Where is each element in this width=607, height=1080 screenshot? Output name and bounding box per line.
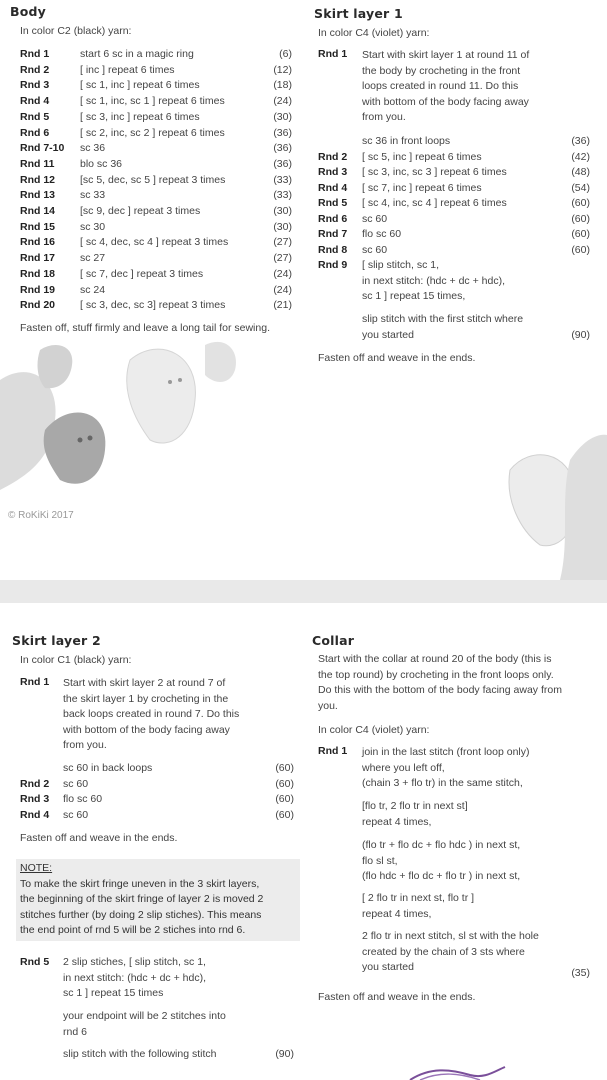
round-row: Rnd 11 blo sc 36 (36) <box>20 157 292 170</box>
round-row: Rnd 16 [ sc 4, dec, sc 4 ] repeat 3 times (27) <box>20 236 292 249</box>
round-row-continued: slip stitch with the following stitch (90) <box>63 1048 294 1060</box>
round-row: Rnd 1 <box>318 745 348 757</box>
round-row: sc 60 in back loops (60) <box>63 762 294 774</box>
round-row: Rnd 1 <box>20 676 50 688</box>
ghost-decoration <box>0 340 300 520</box>
round-row: Rnd 6 sc 60 (60) <box>318 212 590 225</box>
skirt1-yarn: In color C4 (violet) yarn: <box>318 27 430 39</box>
skirt2-title: Skirt layer 2 <box>12 633 101 648</box>
round-row-continued: rnd 6 <box>63 1025 87 1038</box>
round-row: Rnd 5 2 slip stiches, [ slip stitch, sc 1, <box>20 956 206 968</box>
round-row: Rnd 1 start 6 sc in a magic ring (6) <box>20 48 292 60</box>
collar-title: Collar <box>312 633 355 648</box>
collar-intro: Start with the collar at round 20 of the body (this is the top round) by crocheting in the front loops only. Do this with the bottom of the body facing away from you. <box>318 653 562 712</box>
collar-step: (flo tr + flo dc + flo hdc ) in next st, flo sl st, (flo hdc + flo dc + flo tr ) in next st, <box>362 839 521 882</box>
round-row: Rnd 9 [ slip stitch, sc 1, <box>318 259 440 271</box>
round-row-continued: in next stitch: (hdc + dc + hdc), <box>362 274 505 287</box>
round-row-continued: your endpoint will be 2 stitches into <box>63 1010 226 1022</box>
round-row: Rnd 8 sc 60 (60) <box>318 243 590 256</box>
round-row: (35) <box>571 967 590 979</box>
ghost-shape <box>560 435 607 580</box>
collar-yarn: In color C4 (violet) yarn: <box>318 724 430 736</box>
skirt2-fasten-note: Fasten off and weave in the ends. <box>20 832 178 844</box>
ghost-shape <box>44 413 106 484</box>
round-row: Rnd 6 [ sc 2, inc, sc 2 ] repeat 6 times (36) <box>20 126 292 139</box>
round-row: Rnd 4 [ sc 7, inc ] repeat 6 times (54) <box>318 181 590 194</box>
body-yarn: In color C2 (black) yarn: <box>20 25 132 37</box>
round-row-continued: slip stitch with the first stitch where <box>362 313 524 325</box>
round-row: Rnd 5 [ sc 4, inc, sc 4 ] repeat 6 times (60) <box>318 197 590 209</box>
copyright-notice: © RoKiKi 2017 <box>8 510 74 521</box>
round-row: Rnd 17 sc 27 (27) <box>20 252 292 265</box>
collar-step: 2 flo tr in next stitch, sl st with the hole created by the chain of 3 sts where you started <box>362 930 539 973</box>
round-row-continued: sc 1 ] repeat 15 times, <box>362 290 466 302</box>
round-row: Rnd 18 [ sc 7, dec ] repeat 3 times (24) <box>20 267 292 280</box>
round-row: sc 36 in front loops (36) <box>362 135 590 147</box>
round-row: Rnd 3 flo sc 60 (60) <box>20 793 294 805</box>
round-row: Rnd 4 [ sc 1, inc, sc 1 ] repeat 6 times (24) <box>20 95 292 108</box>
skirt1-title: Skirt layer 1 <box>314 6 403 21</box>
round-row: Rnd 5 [ sc 3, inc ] repeat 6 times (30) <box>20 110 292 123</box>
round-row: Rnd 19 sc 24 (24) <box>20 283 292 296</box>
pattern-page-2 <box>0 603 607 1080</box>
yarn-decoration <box>400 1065 510 1080</box>
round-row: Rnd 7 flo sc 60 (60) <box>318 228 590 240</box>
round-row: Rnd 3 [ sc 3, inc, sc 3 ] repeat 6 times (48) <box>318 166 590 178</box>
collar-step: [ 2 flo tr in next st, flo tr ] repeat 4 times, <box>362 892 475 920</box>
round-row-continued: in next stitch: (hdc + dc + hdc), <box>63 971 206 984</box>
round-row: Rnd 15 sc 30 (30) <box>20 220 292 233</box>
note-title: NOTE: <box>20 862 53 874</box>
round-row: Rnd 2 [ inc ] repeat 6 times (12) <box>20 63 292 76</box>
skirt1-rnd1-instructions: Start with skirt layer 1 at round 11 of the body by crocheting in the front loops created in round 11. Do this with bottom of the body facing away from you. <box>362 49 530 123</box>
skirt1-fasten-note: Fasten off and weave in the ends. <box>318 352 476 364</box>
ghost-shape <box>38 345 73 388</box>
round-row: Rnd 2 [ sc 5, inc ] repeat 6 times (42) <box>318 150 590 163</box>
round-row: Rnd 14 [sc 9, dec ] repeat 3 times (30) <box>20 205 292 217</box>
round-row: Rnd 12 [sc 5, dec, sc 5 ] repeat 3 times (33) <box>20 173 292 186</box>
ghost-shape <box>127 349 196 443</box>
round-row: Rnd 1 <box>318 48 348 60</box>
body-fasten-note: Fasten off, stuff firmly and leave a long tail for sewing. <box>20 322 270 334</box>
round-row-continued: sc 1 ] repeat 15 times <box>63 987 164 999</box>
round-row: Rnd 13 sc 33 (33) <box>20 189 292 202</box>
round-row: Rnd 4 sc 60 (60) <box>20 808 294 821</box>
collar-step: [flo tr, 2 flo tr in next st] repeat 4 times, <box>362 800 468 828</box>
skirt2-rnd1-instructions: Start with skirt layer 2 at round 7 of the skirt layer 1 by crocheting in the back loops created in round 7. Do this with bottom of the body facing away from you. <box>63 677 240 751</box>
round-row: Rnd 2 sc 60 (60) <box>20 777 294 790</box>
skirt2-note-box: NOTE: To make the skirt fringe uneven in the 3 skirt layers, the beginning of the skirt fringe of layer 2 is moved 2 stitches further (by doing 2 slip stiches). This means the end point of rnd 5 will be 2 stiches into rnd 6. <box>16 859 300 941</box>
skirt2-yarn: In color C1 (black) yarn: <box>20 654 132 666</box>
ghost-shape <box>205 342 236 382</box>
round-row: Rnd 3 [ sc 1, inc ] repeat 6 times (18) <box>20 79 292 92</box>
round-row: Rnd 20 [ sc 3, dec, sc 3] repeat 3 times (21) <box>20 299 292 312</box>
ghost-decoration-right <box>500 420 607 580</box>
body-title: Body <box>10 4 47 19</box>
round-row: Rnd 7-10 sc 36 (36) <box>20 142 292 155</box>
collar-step: join in the last stitch (front loop only) where you left off, (chain 3 + flo tr) in the same stitch, <box>362 746 530 789</box>
round-row-continued: you started (90) <box>362 328 590 341</box>
collar-fasten-note: Fasten off and weave in the ends. <box>318 991 476 1003</box>
